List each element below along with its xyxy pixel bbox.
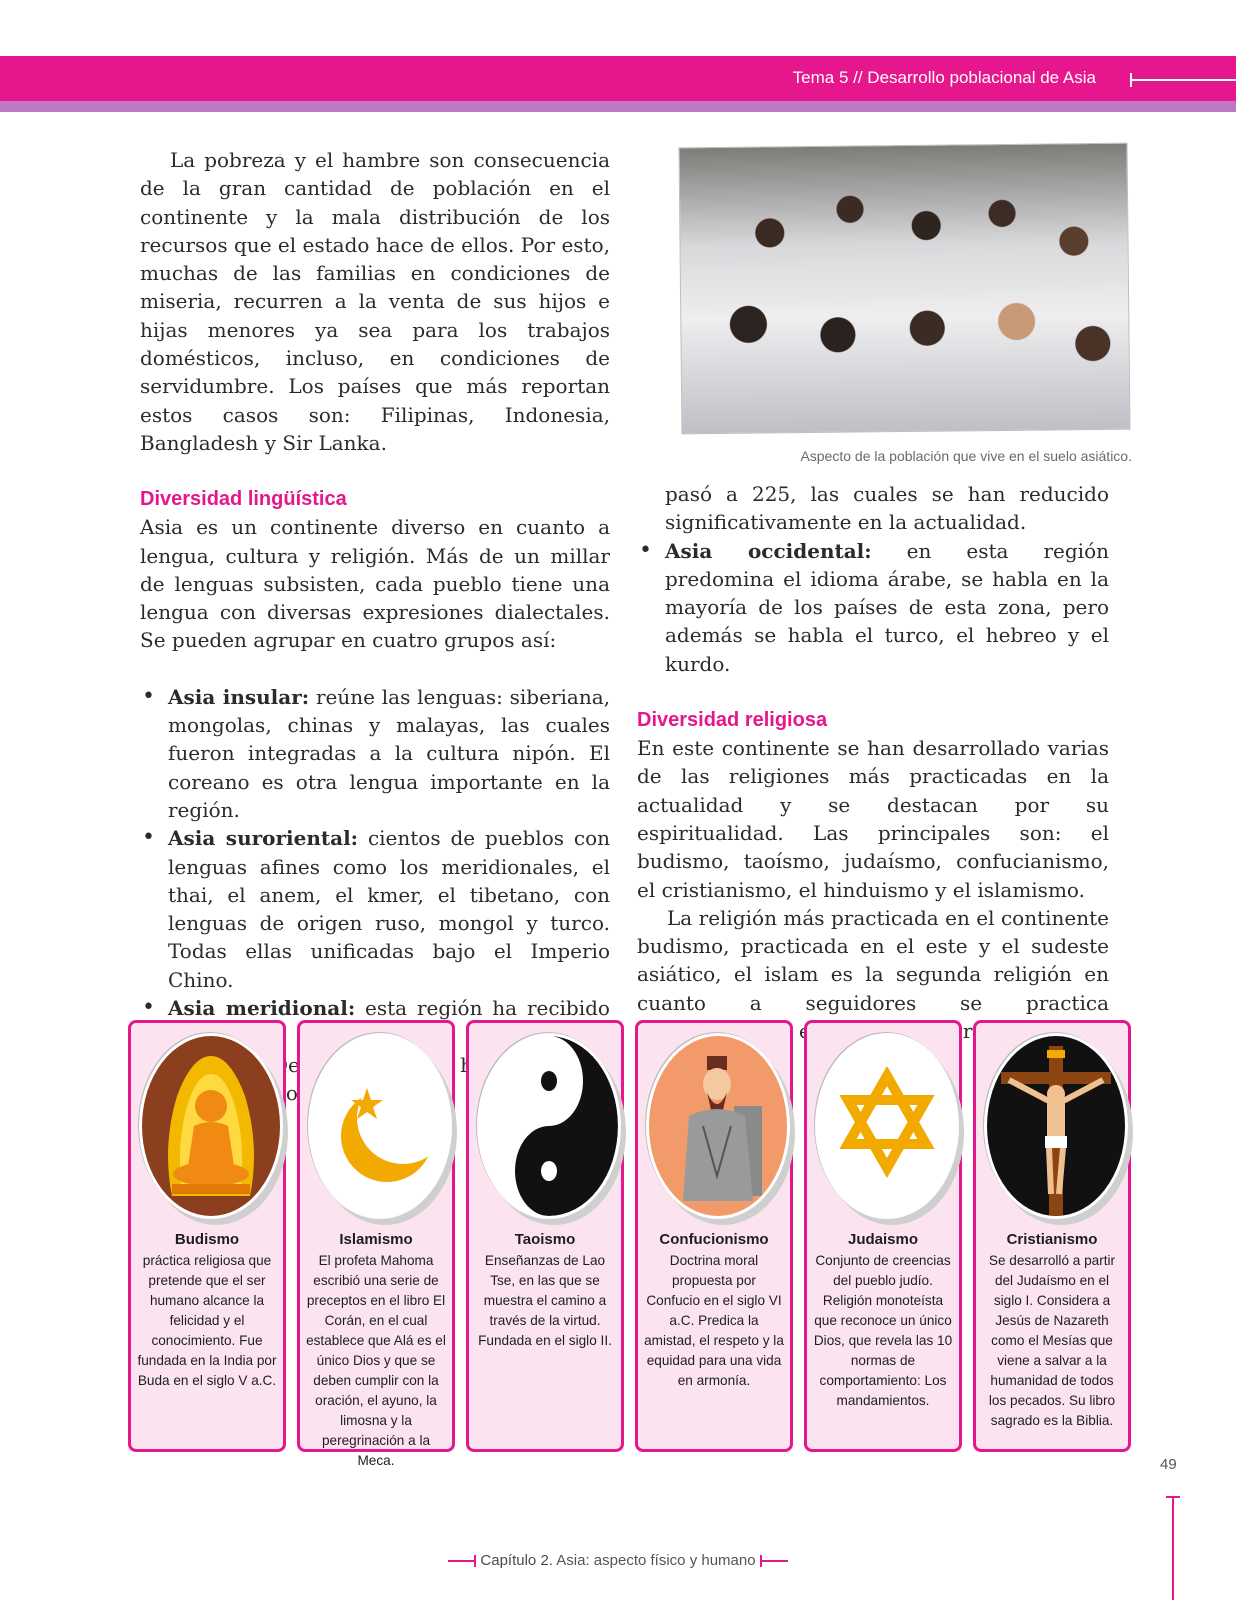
footer-line-left — [448, 1560, 476, 1562]
religion-card-judaismo — [804, 1020, 962, 1452]
list-item — [637, 537, 1109, 678]
religion-name: Cristianismo — [1006, 1231, 1098, 1248]
header-bar-stripe — [0, 101, 1236, 112]
footer-title: Asia: aspecto físico y humano — [552, 1552, 756, 1569]
religion-card-islamismo — [297, 1020, 455, 1468]
right-column — [637, 480, 1109, 1074]
bullet-term: Asia insular: — [168, 684, 310, 709]
list-item — [140, 824, 610, 994]
footer-chapter: Capítulo 2. — [480, 1552, 553, 1569]
religion-card-taoismo — [466, 1020, 624, 1452]
religious-paragraph-2: La religión más practicada en el continente budismo, practicada en el este y el sudeste asiático, el islam es la segunda religión en cuanto a seguidores se practica — [637, 905, 1109, 1015]
religion-name: Judaismo — [847, 1231, 919, 1248]
bullet-text: en esta región predomina el idioma árabe, se habla en la mayoría de los países de esta zona, pero además se habla el turco, el hebreo y el kurdo. — [665, 538, 1109, 676]
religion-card-budismo — [128, 1020, 286, 1452]
photo-caption: Aspecto de la población que vive en el suelo asiático. — [800, 448, 1132, 464]
religion-description: Doctrina moral propuesta por Confucio en el siglo VI a.C. Predica la amistad, el respeto y la equidad para una vida en armonía. — [644, 1253, 784, 1388]
language-list-occidental — [637, 537, 1109, 678]
left-column — [140, 146, 610, 1107]
header-line — [1132, 79, 1236, 81]
religion-description: Conjunto de creencias del pueblo judío. Religión monoteísta que reconoce un único Dios, que revela las 10 normas de comportamiento: Los mandamientos. — [813, 1253, 953, 1408]
footer-line-right — [760, 1560, 788, 1562]
bullet-text: esta región ha recibido los — [279, 996, 610, 1105]
list-item-continuation — [637, 480, 1109, 537]
religion-name: Confucionismo — [659, 1231, 769, 1248]
religious-paragraph-1: En este continente se han desarrollado varias de las religiones más practicadas en la actualidad y se destacan por su espiritualidad. Las principales son: el budismo, taoísmo, judaísmo, confucianismo, el cristianismo, el hinduismo y el islamismo. — [637, 736, 1109, 902]
crucifix-icon — [984, 1033, 1128, 1219]
continuation-text: pasó a 225, las cuales se han reducido significativamente en la actualidad. — [665, 482, 1109, 535]
intro-paragraph: La pobreza y el hambre son consecuencia de la gran cantidad de población en el continente y la mala distribución de los recursos que el estado hace de ellos. Por esto, muchas de las familias en condiciones de miseria, recurren a la venta de sus hijos e hijas menores ya sea para los trabajos domésticos, incluso, en condiciones de servidumbre. Los países que más reportan estos casos son: Filipinas, Indonesia, Bangladesh y Sir Lanka. — [140, 148, 610, 455]
bullet-term: Asia meridional: — [168, 996, 356, 1021]
language-list-continued — [637, 480, 1109, 537]
header-title: Tema 5 // Desarrollo poblacional de Asia — [792, 68, 1096, 87]
religion-card-confucionismo — [635, 1020, 793, 1452]
bullet-text: reúne las lenguas: siberiana, mongolas, chinas y malayas, las cuales fueron integradas a la cultura nipón. El coreano es otra lengua importante en la región. — [168, 684, 610, 822]
page-number: 49 — [1160, 1456, 1177, 1473]
religion-name: Islamismo — [339, 1231, 413, 1248]
right-rule — [1172, 1496, 1174, 1600]
list-item — [140, 683, 610, 824]
religion-description: Enseñanzas de Lao Tse, en las que se muestra el camino a través de la virtud. Fundada en el siglo II. — [478, 1253, 612, 1348]
crescent-star-icon — [308, 1033, 452, 1219]
religion-description: práctica religiosa que pretende que el ser humano alcance la felicidad y el conocimiento. Fue fundada en la India por Buda en el siglo V a.C. — [137, 1253, 277, 1388]
population-photo — [679, 143, 1131, 435]
star-of-david-icon — [815, 1033, 959, 1219]
religion-name: Taoismo — [514, 1231, 576, 1248]
religion-description: El profeta Mahoma escribió una serie de preceptos en el libro El Corán, en el cual establece que Alá es el único Dios y que se deben cumplir con la oración, el ayuno, la limosna y la peregrinación a la Meca. — [306, 1253, 446, 1468]
footer — [0, 1552, 1236, 1569]
yin-yang-icon — [477, 1033, 621, 1219]
buddha-icon — [139, 1033, 283, 1219]
bullet-term: Asia suroriental: — [168, 826, 359, 851]
bullet-term: Asia occidental: — [665, 538, 872, 563]
religious-heading: Diversidad religiosa — [637, 709, 828, 732]
religion-description: Se desarrolló a partir del Judaísmo en el siglo I. Considera a Jesús de Nazareth como el Mesías que viene a salvar a la humanidad de todos los pecados. Su libro sagrado es la Biblia. — [988, 1253, 1116, 1428]
linguistic-paragraph: Asia es un continente diverso en cuanto a lengua, cultura y religión. Más de un millar de lenguas subsisten, cada pueblo tiene una lengua con diversas expresiones dialectales. Se pueden agrupar en cuatro grupos así: — [140, 515, 610, 653]
linguistic-heading: Diversidad lingüística — [140, 488, 347, 511]
religion-card-cristianismo — [973, 1020, 1131, 1452]
religion-name: Budismo — [174, 1231, 240, 1248]
confucius-icon — [646, 1033, 790, 1219]
bullet-text: cientos de pueblos con lenguas afines como los meridionales, el thai, el anem, el kmer, el tibetano, con lenguas de origen ruso, mongol y turco. Todas ellas unificadas bajo el Imperio Chino. — [168, 826, 610, 992]
